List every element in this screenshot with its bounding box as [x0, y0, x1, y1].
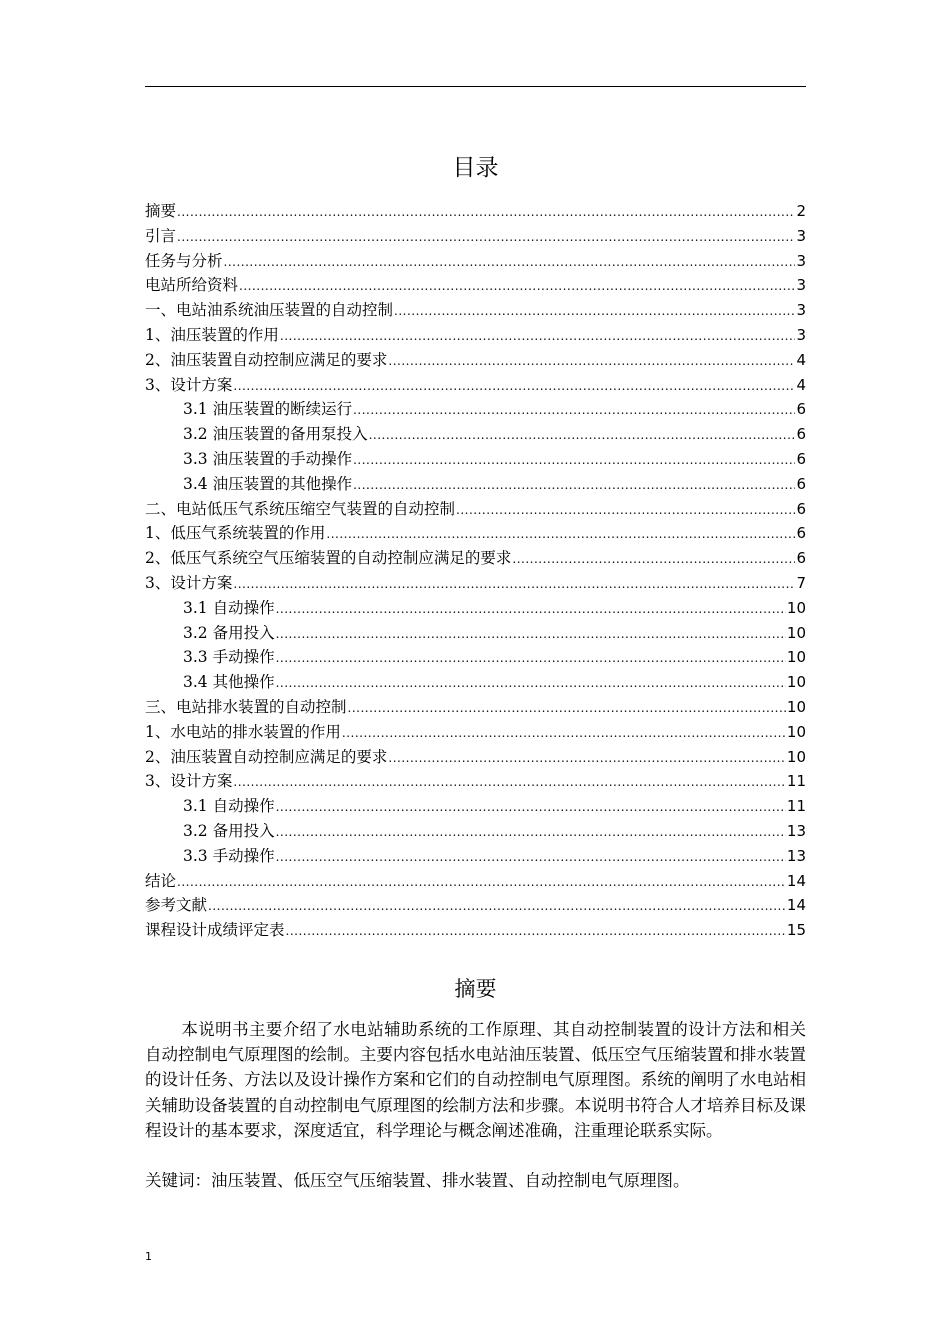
toc-entry[interactable] [145, 869, 806, 894]
toc-entry-page: 11 [786, 797, 806, 816]
toc-entry[interactable] [145, 596, 806, 621]
page-number: 1 [145, 1250, 152, 1263]
toc-leader-dots [512, 547, 795, 571]
toc-leader-dots [276, 622, 786, 646]
toc-entry-label: 2、油压装置自动控制应满足的要求 [145, 747, 388, 766]
toc-entry[interactable] [145, 224, 806, 249]
toc-entry-label: 3、设计方案 [145, 375, 233, 394]
toc-entry[interactable] [145, 273, 806, 298]
toc-entry-label: 二、电站低压气系统压缩空气装置的自动控制 [145, 499, 456, 518]
toc-entry-page: 3 [796, 226, 806, 245]
toc-leader-dots [326, 522, 795, 546]
toc-entry-page: 10 [786, 697, 806, 716]
toc-entry-label: 3.3 手动操作 [183, 846, 275, 865]
toc-entry[interactable] [145, 472, 806, 497]
toc-entry-label: 1、水电站的排水装置的作用 [145, 722, 341, 741]
toc-leader-dots [276, 597, 786, 621]
toc-leader-dots [224, 250, 796, 274]
toc-entry-label: 结论 [145, 871, 177, 890]
toc-entry-page: 14 [786, 896, 806, 915]
toc-entry-label: 3.3 油压装置的手动操作 [183, 449, 353, 468]
toc-entry-label: 引言 [145, 226, 177, 245]
toc-entry[interactable] [145, 546, 806, 571]
toc-entry-page: 14 [786, 871, 806, 890]
toc-entry-label: 3.4 油压装置的其他操作 [183, 474, 353, 493]
toc-entry-page: 3 [796, 276, 806, 295]
toc-leader-dots [394, 299, 795, 323]
abstract-keywords: 关键词：油压装置、低压空气压缩装置、排水装置、自动控制电气原理图。 [145, 1171, 690, 1190]
toc-leader-dots [342, 721, 786, 745]
toc-entry-page: 10 [786, 747, 806, 766]
toc-entry[interactable] [145, 323, 806, 348]
toc-entry[interactable] [145, 645, 806, 670]
toc-entry-page: 6 [796, 524, 806, 543]
toc-entry-page: 4 [796, 375, 806, 394]
toc-leader-dots [348, 696, 786, 720]
toc-entry[interactable] [145, 720, 806, 745]
toc-entry-page: 10 [786, 648, 806, 667]
abstract-text: 本说明书主要介绍了水电站辅助系统的工作原理、其自动控制装置的设计方法和相关自动控制电气原理图的绘制。主要内容包括水电站油压装置、低压空气压缩装置和排水装置的设计任务、方法以及设计操作方案和它们的自动控制电气原理图。系统的阐明了水电站相关辅助设备装置的自动控制电气原理图的绘制方法和步骤。本说明书符合人才培养目标及课程设计的基本要求，深度适宜，科学理论与概念阐述准确，注重理论联系实际。 [145, 1020, 806, 1140]
toc-entry[interactable] [145, 819, 806, 844]
toc-entry-label: 3.1 自动操作 [183, 797, 275, 816]
toc-leader-dots [177, 200, 795, 224]
toc-entry-label: 3.3 手动操作 [183, 648, 275, 667]
toc-entry[interactable] [145, 348, 806, 373]
toc-entry-page: 10 [786, 722, 806, 741]
toc-entry[interactable] [145, 497, 806, 522]
toc-title: 目录 [452, 155, 499, 181]
toc-entry-page: 6 [796, 449, 806, 468]
toc-entry[interactable] [145, 794, 806, 819]
toc-entry[interactable] [145, 397, 806, 422]
toc-leader-dots [276, 845, 786, 869]
toc-entry-label: 2、油压装置自动控制应满足的要求 [145, 350, 388, 369]
toc-entry-page: 6 [796, 400, 806, 419]
toc-leader-dots [388, 349, 795, 373]
toc-entry-page: 13 [786, 821, 806, 840]
toc-entry[interactable] [145, 621, 806, 646]
toc-entry-page: 13 [786, 846, 806, 865]
toc-entry-page: 2 [796, 202, 806, 220]
toc-entry-label: 课程设计成绩评定表 [145, 921, 285, 940]
toc-leader-dots [276, 671, 786, 695]
toc-entry-page: 6 [796, 549, 806, 568]
toc-leader-dots [233, 770, 786, 794]
toc-entry[interactable] [145, 769, 806, 794]
toc-entry[interactable] [145, 199, 806, 224]
header-rule [145, 86, 806, 87]
toc-entry-page: 6 [796, 499, 806, 518]
toc-entry-page: 3 [796, 251, 806, 270]
toc-entry-label: 3.4 其他操作 [183, 673, 275, 692]
toc-entry[interactable] [145, 695, 806, 720]
toc-entry[interactable] [145, 844, 806, 869]
abstract-title: 摘要 [454, 977, 497, 1001]
toc-leader-dots [208, 894, 786, 918]
toc-leader-dots [233, 374, 795, 398]
toc-entry[interactable] [145, 521, 806, 546]
toc-leader-dots [280, 324, 796, 348]
toc-leader-dots [353, 398, 795, 422]
toc-leader-dots [388, 746, 786, 770]
toc-entry-label: 三、电站排水装置的自动控制 [145, 697, 347, 716]
toc-leader-dots [177, 225, 795, 249]
toc-entry-page: 3 [796, 325, 806, 344]
toc-leader-dots [276, 820, 786, 844]
toc-entry-page: 3 [796, 301, 806, 320]
toc-leader-dots [239, 274, 795, 298]
toc-entry-page: 4 [796, 350, 806, 369]
toc-entry[interactable] [145, 745, 806, 770]
toc-entry[interactable] [145, 670, 806, 695]
toc-entry-page: 10 [786, 673, 806, 692]
toc-entry-label: 3.1 油压装置的断续运行 [183, 400, 353, 419]
toc-leader-dots [369, 423, 796, 447]
toc-entry-label: 电站所给资料 [145, 276, 239, 295]
toc-entry-label: 3、设计方案 [145, 573, 233, 592]
toc-entry[interactable] [145, 918, 806, 943]
toc-entry[interactable] [145, 422, 806, 447]
toc-entry-page: 6 [796, 474, 806, 493]
toc-entry-page: 11 [786, 772, 806, 791]
toc-entry-page: 10 [786, 598, 806, 617]
toc-entry-label: 3.2 油压装置的备用泵投入 [183, 425, 368, 444]
toc-entry-page: 7 [796, 573, 806, 592]
toc-entry-label: 3.2 备用投入 [183, 623, 275, 642]
toc-entry[interactable] [145, 298, 806, 323]
toc-entry-page: 15 [786, 921, 806, 940]
toc-entry-label: 3.1 自动操作 [183, 598, 275, 617]
toc-entry-label: 参考文献 [145, 896, 208, 915]
toc-leader-dots [353, 473, 795, 497]
toc-entry-label: 摘要 [145, 202, 177, 220]
toc-leader-dots [233, 572, 795, 596]
toc-entry[interactable] [145, 571, 806, 596]
toc-leader-dots [286, 919, 786, 943]
toc-leader-dots [177, 870, 786, 894]
toc-entry-label: 3.2 备用投入 [183, 821, 275, 840]
toc-entry-label: 2、低压气系统空气压缩装置的自动控制应满足的要求 [145, 549, 512, 568]
toc-entry[interactable] [145, 893, 806, 918]
toc-leader-dots [353, 448, 795, 472]
toc-entry-page: 10 [786, 623, 806, 642]
toc-entry-page: 6 [796, 425, 806, 444]
toc-entry-label: 1、油压装置的作用 [145, 325, 279, 344]
toc-entry[interactable] [145, 373, 806, 398]
toc-leader-dots [456, 498, 795, 522]
toc-entry-label: 1、低压气系统装置的作用 [145, 524, 326, 543]
toc-leader-dots [276, 795, 786, 819]
toc-entry[interactable] [145, 249, 806, 274]
toc-leader-dots [276, 646, 786, 670]
abstract-body [145, 1017, 806, 1143]
table-of-contents [145, 199, 806, 943]
toc-entry-label: 3、设计方案 [145, 772, 233, 791]
toc-entry[interactable] [145, 447, 806, 472]
toc-entry-label: 任务与分析 [145, 251, 223, 270]
toc-entry-label: 一、电站油系统油压装置的自动控制 [145, 301, 394, 320]
